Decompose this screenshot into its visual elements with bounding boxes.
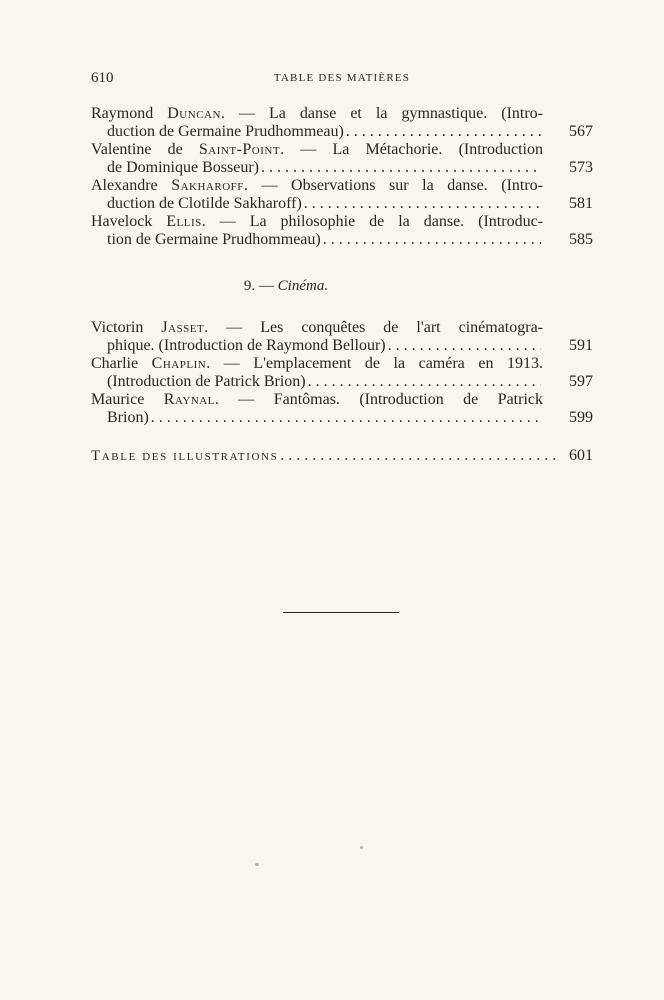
author-first-name: Maurice	[91, 391, 164, 408]
leader-dots	[308, 373, 541, 391]
toc-entry	[91, 177, 593, 213]
entry-title-continued: (Introduction de Patrick Brion)	[107, 373, 306, 390]
entry-page-number: 597	[569, 373, 593, 390]
entry-title: . — Observations sur la danse. (Intro-	[243, 177, 543, 194]
author-last-name: Jasset	[161, 319, 205, 336]
author-first-name: Valentine de	[91, 141, 199, 158]
entry-page-number: 581	[569, 195, 593, 212]
toc-entry	[91, 141, 593, 177]
entry-page-number: 585	[569, 231, 593, 248]
entry-title-continued: de Dominique Bosseur)	[107, 159, 259, 176]
author-last-name: Ellis	[166, 213, 202, 230]
toc-entry	[91, 355, 593, 391]
entry-title-continued: duction de Clotilde Sakharoff)	[107, 195, 302, 212]
entry-title-continued: duction de Germaine Prudhommeau)	[107, 123, 344, 140]
author-last-name: Duncan	[167, 105, 221, 122]
leader-dots	[151, 409, 541, 427]
entry-title-continued: tion de Germaine Prudhommeau)	[107, 231, 321, 248]
toc-entry	[91, 105, 593, 141]
author-last-name: Saint-Point	[198, 141, 281, 158]
entry-title: . — La danse et la gymnastique. (Intro-	[220, 105, 544, 122]
entry-title: . — La philosophie de la danse. (Introduc-	[201, 213, 543, 230]
author-last-name: Chaplin	[151, 355, 207, 372]
entry-page-number: 567	[569, 123, 593, 140]
paper-speck	[360, 846, 363, 849]
entry-title: . — Fantômas. (Introduction de Patrick	[214, 391, 543, 408]
section-number: 9. —	[243, 278, 278, 294]
entry-page-number: 599	[569, 409, 593, 426]
author-first-name: Charlie	[91, 355, 152, 372]
entry-title: . — Les conquêtes de l'art cinématogra-	[204, 319, 543, 336]
section-heading	[91, 277, 481, 295]
entry-title-continued: phique. (Introduction de Raymond Bellour)	[107, 337, 386, 354]
author-last-name: Raynal	[163, 391, 215, 408]
author-first-name: Raymond	[91, 105, 168, 122]
author-first-name: Alexandre	[91, 177, 172, 194]
leader-dots	[304, 195, 541, 213]
toc-entry-illustrations	[91, 447, 593, 465]
entry-page-number: 601	[569, 447, 593, 464]
author-first-name: Victorin	[91, 319, 162, 336]
page-header	[91, 70, 593, 88]
paper-speck	[255, 863, 259, 866]
page-number: 610	[91, 70, 114, 86]
running-title: TABLE DES MATIÈRES	[273, 72, 411, 84]
entry-page-number: 591	[569, 337, 593, 354]
leader-dots	[261, 159, 541, 177]
end-rule	[283, 612, 399, 613]
author-last-name: Sakharoff	[171, 177, 244, 194]
entry-page-number: 573	[569, 159, 593, 176]
toc-entry	[91, 213, 593, 249]
table-of-contents	[91, 105, 593, 465]
toc-entry	[91, 391, 593, 427]
leader-dots	[323, 231, 541, 249]
entry-title: . — L'emplacement de la caméra en 1913.	[206, 355, 544, 372]
leader-dots	[388, 337, 541, 355]
leader-dots	[346, 123, 541, 141]
entry-title: . — La Métachorie. (Introduction	[280, 141, 543, 158]
toc-entry	[91, 319, 593, 355]
entry-title-continued: Brion)	[107, 409, 149, 426]
author-first-name: Havelock	[91, 213, 167, 230]
leader-dots	[280, 447, 560, 465]
section-title: Cinéma.	[277, 278, 329, 294]
illustrations-label: Table des illustrations	[91, 448, 279, 464]
